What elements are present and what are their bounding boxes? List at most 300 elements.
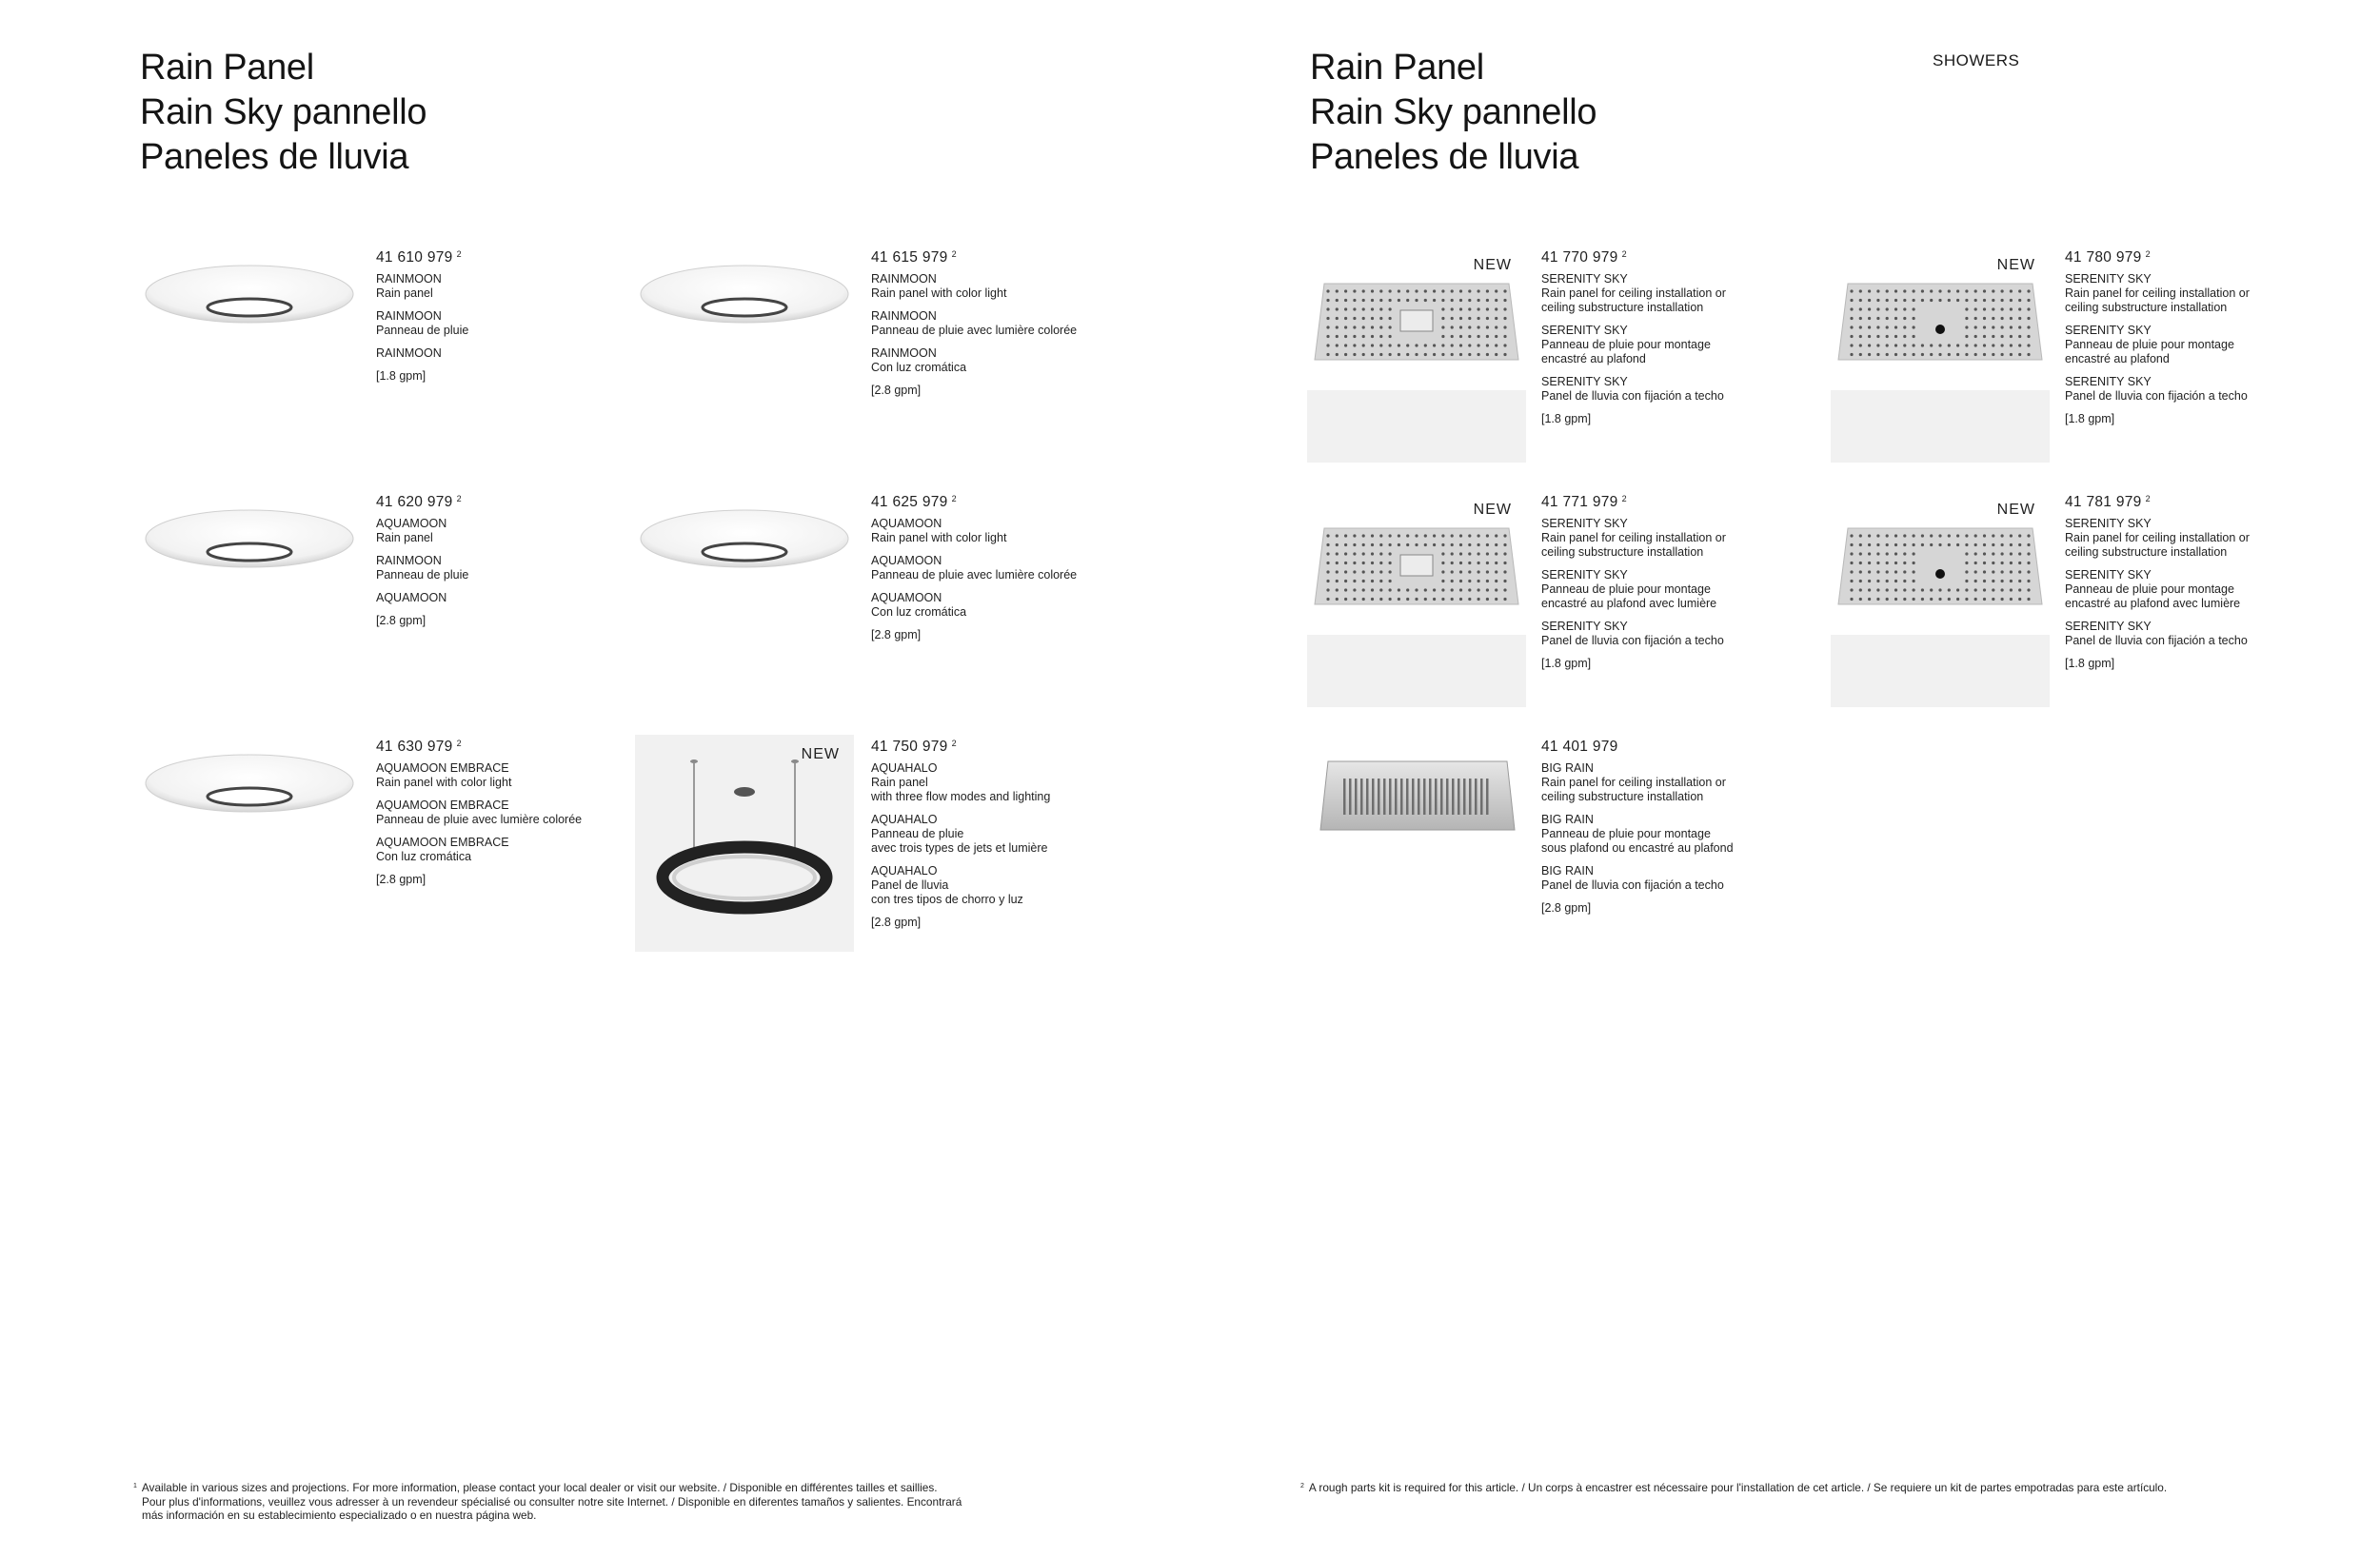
product-description: Panel de lluvia con fijación a techo [1541, 878, 1724, 892]
nozzle-dot [1859, 307, 1862, 310]
nozzle-dot [1495, 325, 1497, 328]
nozzle-dot [1441, 317, 1444, 320]
sku-number: 41 771 979 [1541, 494, 1618, 510]
nozzle-slot [1360, 779, 1363, 815]
nozzle-slot [1383, 779, 1386, 815]
nozzle-dot [1938, 353, 1941, 356]
product-sku [376, 246, 609, 266]
nozzle-dot [1406, 353, 1409, 356]
nozzle-dot [2027, 552, 2030, 555]
nozzle-dot [1336, 562, 1339, 564]
nozzle-dot [1921, 344, 1924, 346]
nozzle-dot [1478, 344, 1480, 346]
nozzle-dot [2010, 344, 2013, 346]
nozzle-dot [2027, 534, 2030, 537]
nozzle-dot [1406, 598, 1409, 601]
nozzle-dot [1326, 598, 1329, 601]
nozzle-dot [1371, 562, 1374, 564]
nozzle-dot [1371, 317, 1374, 320]
nozzle-dot [1389, 325, 1392, 328]
nozzle-dot [1974, 353, 1977, 356]
nozzle-dot [1876, 543, 1879, 546]
nozzle-dot [1379, 335, 1382, 338]
product-sku [1541, 246, 1775, 266]
nozzle-dot [1921, 289, 1924, 292]
nozzle-dot [1459, 598, 1462, 601]
nozzle-dot [1913, 588, 1915, 591]
nozzle-dot [1451, 335, 1454, 338]
nozzle-dot [2018, 562, 2021, 564]
product-name: AQUAHALO [871, 761, 938, 775]
product-image-serenity-sky-light [1307, 490, 1526, 707]
nozzle-dot [2001, 307, 2004, 310]
nozzle-dot [1451, 325, 1454, 328]
new-badge: NEW [1996, 502, 2035, 518]
product-image-aquamoon-embrace [140, 735, 359, 952]
sku-number: 41 401 979 [1541, 739, 1618, 755]
description-block [2065, 568, 2298, 611]
product-info [376, 246, 609, 384]
product-sku [1541, 490, 1775, 511]
nozzle-dot [1503, 344, 1506, 346]
nozzle-dot [1495, 353, 1497, 356]
nozzle-dot [1398, 344, 1400, 346]
nozzle-dot [2018, 344, 2021, 346]
product-info [376, 490, 609, 628]
product-name: SERENITY SKY [1541, 324, 1628, 337]
nozzle-dot [1486, 543, 1489, 546]
nozzle-dot [1930, 543, 1933, 546]
nozzle-dot [1459, 588, 1462, 591]
nozzle-dot [1495, 317, 1497, 320]
nozzle-dot [1486, 598, 1489, 601]
product-description: Panneau de pluie [871, 827, 964, 840]
nozzle-dot [1336, 552, 1339, 555]
nozzle-dot [1478, 299, 1480, 302]
product-description: Rain panel [376, 531, 433, 544]
description-block [2065, 375, 2298, 404]
description-block [871, 346, 1104, 375]
product-sku [871, 735, 1104, 756]
nozzle-dot [1441, 307, 1444, 310]
nozzle-dot [1353, 344, 1356, 346]
product-name: RAINMOON [376, 554, 442, 567]
description-block [871, 309, 1104, 338]
footnote-reference: 2 [1621, 249, 1627, 259]
nozzle-dot [1424, 588, 1427, 591]
product-info [1541, 246, 1775, 426]
nozzle-dot [1451, 317, 1454, 320]
sku-number: 41 610 979 [376, 249, 453, 266]
nozzle-dot [1894, 598, 1897, 601]
title-line: Rain Panel [140, 48, 314, 88]
nozzle-dot [1398, 588, 1400, 591]
nozzle-dot [1503, 325, 1506, 328]
description-block [871, 272, 1104, 301]
nozzle-dot [2018, 588, 2021, 591]
nozzle-dot [1486, 534, 1489, 537]
nozzle-slot [1378, 779, 1380, 815]
product-description: Panneau de pluie pour montage [2065, 582, 2234, 596]
nozzle-slot [1343, 779, 1346, 815]
nozzle-dot [1965, 335, 1968, 338]
product-description: Panneau de pluie avec lumière colorée [871, 568, 1078, 582]
nozzle-dot [1992, 534, 1994, 537]
nozzle-dot [1956, 353, 1959, 356]
nozzle-dot [1451, 307, 1454, 310]
nozzle-dot [1406, 299, 1409, 302]
nozzle-dot [1886, 562, 1889, 564]
product-name: SERENITY SKY [1541, 272, 1628, 286]
product-name: SERENITY SKY [2065, 568, 2152, 582]
nozzle-slot [1480, 779, 1483, 815]
product-description: Panneau de pluie pour montage [1541, 338, 1711, 351]
nozzle-dot [1415, 588, 1418, 591]
nozzle-dot [1406, 534, 1409, 537]
product-description: Rain panel for ceiling installation or [2065, 286, 2250, 300]
nozzle-dot [1379, 598, 1382, 601]
flow-rate: [1.8 gpm] [376, 369, 426, 383]
nozzle-dot [2001, 570, 2004, 573]
right-page-title [1310, 46, 1597, 180]
nozzle-dot [1441, 335, 1444, 338]
nozzle-dot [1913, 552, 1915, 555]
new-badge: NEW [801, 746, 840, 762]
nozzle-slot [1412, 779, 1415, 815]
product-description: ceiling substructure installation [1541, 545, 1704, 559]
description-block [376, 591, 609, 605]
nozzle-dot [1938, 598, 1941, 601]
nozzle-dot [1974, 299, 1977, 302]
nozzle-dot [1495, 552, 1497, 555]
nozzle-dot [2001, 325, 2004, 328]
product-image-aquamoon-color [635, 490, 854, 707]
flow-rate: [1.8 gpm] [1541, 657, 1592, 670]
product-name: BIG RAIN [1541, 864, 1594, 878]
nozzle-dot [1913, 562, 1915, 564]
nozzle-dot [1486, 353, 1489, 356]
nozzle-dot [1336, 353, 1339, 356]
nozzle-dot [2001, 598, 2004, 601]
nozzle-dot [1398, 353, 1400, 356]
nozzle-dot [1344, 307, 1347, 310]
nozzle-dot [1948, 534, 1951, 537]
description-block [2065, 620, 2298, 648]
nozzle-dot [1992, 580, 1994, 582]
nozzle-dot [1459, 534, 1462, 537]
nozzle-dot [1938, 588, 1941, 591]
product-name: SERENITY SKY [1541, 568, 1628, 582]
nozzle-dot [2027, 344, 2030, 346]
nozzle-dot [1913, 307, 1915, 310]
nozzle-dot [1371, 299, 1374, 302]
flow-rate: [2.8 gpm] [1541, 901, 1592, 915]
nozzle-dot [1379, 570, 1382, 573]
nozzle-dot [2027, 562, 2030, 564]
nozzle-dot [1868, 588, 1871, 591]
description-block [1541, 324, 1775, 366]
product-image-big-rain [1307, 735, 1526, 952]
nozzle-dot [1965, 325, 1968, 328]
footnote-line: A rough parts kit is required for this article. / Un corps à encastrer est nécessaire pour l'installation de cet article. / Se requiere un kit de partes empotradas para este artículo. [1308, 1481, 2168, 1494]
description-block [1541, 761, 1775, 804]
product-description: Panneau de pluie avec lumière colorée [376, 813, 583, 826]
product-description: Panel de lluvia con fijación a techo [2065, 389, 2248, 403]
nozzle-dot [2001, 289, 2004, 292]
product-description: Con luz cromática [871, 605, 967, 619]
nozzle-dot [1344, 325, 1347, 328]
nozzle-dot [1379, 299, 1382, 302]
nozzle-dot [1495, 307, 1497, 310]
product-description: Con luz cromática [871, 361, 967, 374]
nozzle-dot [1868, 562, 1871, 564]
nozzle-dot [1441, 588, 1444, 591]
nozzle-dot [1389, 598, 1392, 601]
nozzle-dot [1503, 317, 1506, 320]
flow-rate: [1.8 gpm] [2065, 657, 2115, 670]
nozzle-dot [1424, 353, 1427, 356]
nozzle-dot [1859, 534, 1862, 537]
nozzle-dot [1371, 543, 1374, 546]
product-description: Rain panel with color light [376, 776, 512, 789]
nozzle-dot [1486, 335, 1489, 338]
product-image-aquahalo [635, 735, 854, 952]
nozzle-dot [1336, 534, 1339, 537]
nozzle-dot [1371, 289, 1374, 292]
nozzle-dot [1894, 335, 1897, 338]
nozzle-dot [1406, 543, 1409, 546]
nozzle-dot [1389, 335, 1392, 338]
nozzle-dot [1921, 598, 1924, 601]
nozzle-dot [1468, 353, 1471, 356]
footnote-reference: 2 [951, 739, 957, 748]
description-block [2065, 517, 2298, 560]
nozzle-dot [1921, 543, 1924, 546]
nozzle-dot [1903, 570, 1906, 573]
nozzle-dot [1495, 534, 1497, 537]
nozzle-dot [1451, 543, 1454, 546]
nozzle-dot [1362, 325, 1365, 328]
nozzle-dot [1974, 588, 1977, 591]
nozzle-dot [1938, 289, 1941, 292]
nozzle-dot [1850, 307, 1853, 310]
nozzle-dot [1956, 598, 1959, 601]
product-name: SERENITY SKY [1541, 375, 1628, 388]
nozzle-dot [1886, 588, 1889, 591]
nozzle-dot [1913, 317, 1915, 320]
sku-number: 41 780 979 [2065, 249, 2142, 266]
nozzle-dot [1956, 534, 1959, 537]
nozzle-dot [1459, 562, 1462, 564]
product-name: AQUAMOON [871, 591, 942, 604]
nozzle-dot [1389, 307, 1392, 310]
nozzle-dot [1478, 353, 1480, 356]
nozzle-dot [1886, 317, 1889, 320]
footnote-marker: 2 [1300, 1483, 1304, 1489]
nozzle-dot [1876, 353, 1879, 356]
footnote-reference: 2 [2145, 494, 2151, 503]
description-block [871, 554, 1104, 582]
product-sku [2065, 246, 2298, 266]
nozzle-dot [2018, 534, 2021, 537]
description-block [376, 836, 609, 864]
nozzle-dot [1468, 588, 1471, 591]
nozzle-dot [2001, 562, 2004, 564]
nozzle-dot [2001, 580, 2004, 582]
nozzle-dot [1886, 325, 1889, 328]
nozzle-dot [1451, 344, 1454, 346]
nozzle-dot [1876, 580, 1879, 582]
nozzle-dot [1353, 570, 1356, 573]
nozzle-dot [1441, 344, 1444, 346]
nozzle-dot [2018, 552, 2021, 555]
nozzle-dot [1441, 552, 1444, 555]
product-image-serenity-sky-light [1831, 490, 2050, 707]
nozzle-dot [2018, 580, 2021, 582]
nozzle-dot [2010, 299, 2013, 302]
nozzle-dot [1913, 580, 1915, 582]
nozzle-dot [1876, 335, 1879, 338]
nozzle-dot [1983, 289, 1986, 292]
product-name: RAINMOON [376, 309, 442, 323]
nozzle-dot [1459, 570, 1462, 573]
nozzle-dot [1433, 534, 1436, 537]
sku-number: 41 615 979 [871, 249, 948, 266]
nozzle-dot [1336, 325, 1339, 328]
nozzle-dot [1468, 317, 1471, 320]
nozzle-dot [1459, 289, 1462, 292]
nozzle-dot [1379, 307, 1382, 310]
nozzle-dot [2010, 562, 2013, 564]
nozzle-dot [1894, 543, 1897, 546]
nozzle-dot [2018, 570, 2021, 573]
nozzle-dot [1974, 335, 1977, 338]
nozzle-dot [1956, 344, 1959, 346]
product-name: SERENITY SKY [2065, 324, 2152, 337]
nozzle-dot [1406, 344, 1409, 346]
nozzle-dot [1930, 344, 1933, 346]
nozzle-dot [1353, 325, 1356, 328]
nozzle-dot [1495, 588, 1497, 591]
nozzle-dot [1992, 552, 1994, 555]
product-description: Panel de lluvia con fijación a techo [1541, 634, 1724, 647]
nozzle-dot [2010, 580, 2013, 582]
product-name: AQUAMOON [871, 517, 942, 530]
nozzle-slot [1418, 779, 1420, 815]
product-image-serenity-sky [1307, 246, 1526, 463]
nozzle-dot [1486, 325, 1489, 328]
nozzle-dot [1913, 299, 1915, 302]
nozzle-dot [1451, 353, 1454, 356]
nozzle-dot [1362, 289, 1365, 292]
product-name: SERENITY SKY [2065, 375, 2152, 388]
nozzle-dot [1495, 335, 1497, 338]
product-description: Panneau de pluie avec lumière colorée [871, 324, 1078, 337]
description-block [376, 799, 609, 827]
nozzle-dot [1406, 289, 1409, 292]
nozzle-dot [1379, 289, 1382, 292]
description-block [871, 517, 1104, 545]
nozzle-dot [2001, 588, 2004, 591]
nozzle-dot [1441, 299, 1444, 302]
nozzle-dot [1495, 543, 1497, 546]
nozzle-dot [1868, 353, 1871, 356]
nozzle-dot [1850, 335, 1853, 338]
nozzle-slot [1440, 779, 1443, 815]
description-block [376, 346, 609, 361]
nozzle-dot [1948, 543, 1951, 546]
product-description: Con luz cromática [376, 850, 472, 863]
nozzle-dot [1965, 534, 1968, 537]
nozzle-dot [1379, 552, 1382, 555]
product-sku [376, 735, 609, 756]
product-description: Rain panel for ceiling installation or [1541, 286, 1726, 300]
product-name: AQUAMOON EMBRACE [376, 761, 509, 775]
nozzle-dot [2001, 543, 2004, 546]
nozzle-dot [1948, 344, 1951, 346]
nozzle-dot [1876, 299, 1879, 302]
nozzle-dot [1478, 534, 1480, 537]
description-block [1541, 568, 1775, 611]
nozzle-dot [1371, 353, 1374, 356]
nozzle-dot [1336, 289, 1339, 292]
nozzle-dot [1903, 588, 1906, 591]
nozzle-dot [1850, 543, 1853, 546]
product-description: ceiling substructure installation [2065, 545, 2228, 559]
nozzle-dot [1886, 289, 1889, 292]
sku-number: 41 630 979 [376, 739, 453, 755]
nozzle-dot [1486, 307, 1489, 310]
nozzle-dot [1495, 570, 1497, 573]
nozzle-dot [2010, 598, 2013, 601]
nozzle-dot [1894, 307, 1897, 310]
nozzle-dot [1468, 344, 1471, 346]
nozzle-dot [1930, 534, 1933, 537]
nozzle-dot [1913, 353, 1915, 356]
nozzle-dot [1903, 325, 1906, 328]
product-name: AQUAHALO [871, 813, 938, 826]
nozzle-dot [1353, 562, 1356, 564]
nozzle-dot [1886, 552, 1889, 555]
flow-rate: [1.8 gpm] [2065, 412, 2115, 425]
nozzle-dot [1938, 543, 1941, 546]
nozzle-dot [1326, 353, 1329, 356]
nozzle-dot [1415, 543, 1418, 546]
nozzle-dot [1974, 344, 1977, 346]
nozzle-dot [2018, 353, 2021, 356]
nozzle-dot [1362, 580, 1365, 582]
nozzle-dot [1992, 344, 1994, 346]
nozzle-dot [1503, 552, 1506, 555]
product-info [1541, 490, 1775, 671]
nozzle-dot [2027, 543, 2030, 546]
nozzle-dot [1424, 543, 1427, 546]
product-name: AQUAMOON EMBRACE [376, 799, 509, 812]
nozzle-dot [1938, 299, 1941, 302]
nozzle-dot [1886, 335, 1889, 338]
nozzle-dot [1379, 543, 1382, 546]
nozzle-dot [1859, 562, 1862, 564]
nozzle-dot [1371, 307, 1374, 310]
nozzle-dot [1353, 588, 1356, 591]
nozzle-dot [1503, 562, 1506, 564]
nozzle-dot [1326, 325, 1329, 328]
nozzle-dot [2027, 570, 2030, 573]
product-description: Rain panel for ceiling installation or [1541, 531, 1726, 544]
nozzle-dot [1398, 534, 1400, 537]
nozzle-dot [1876, 552, 1879, 555]
nozzle-dot [1495, 562, 1497, 564]
